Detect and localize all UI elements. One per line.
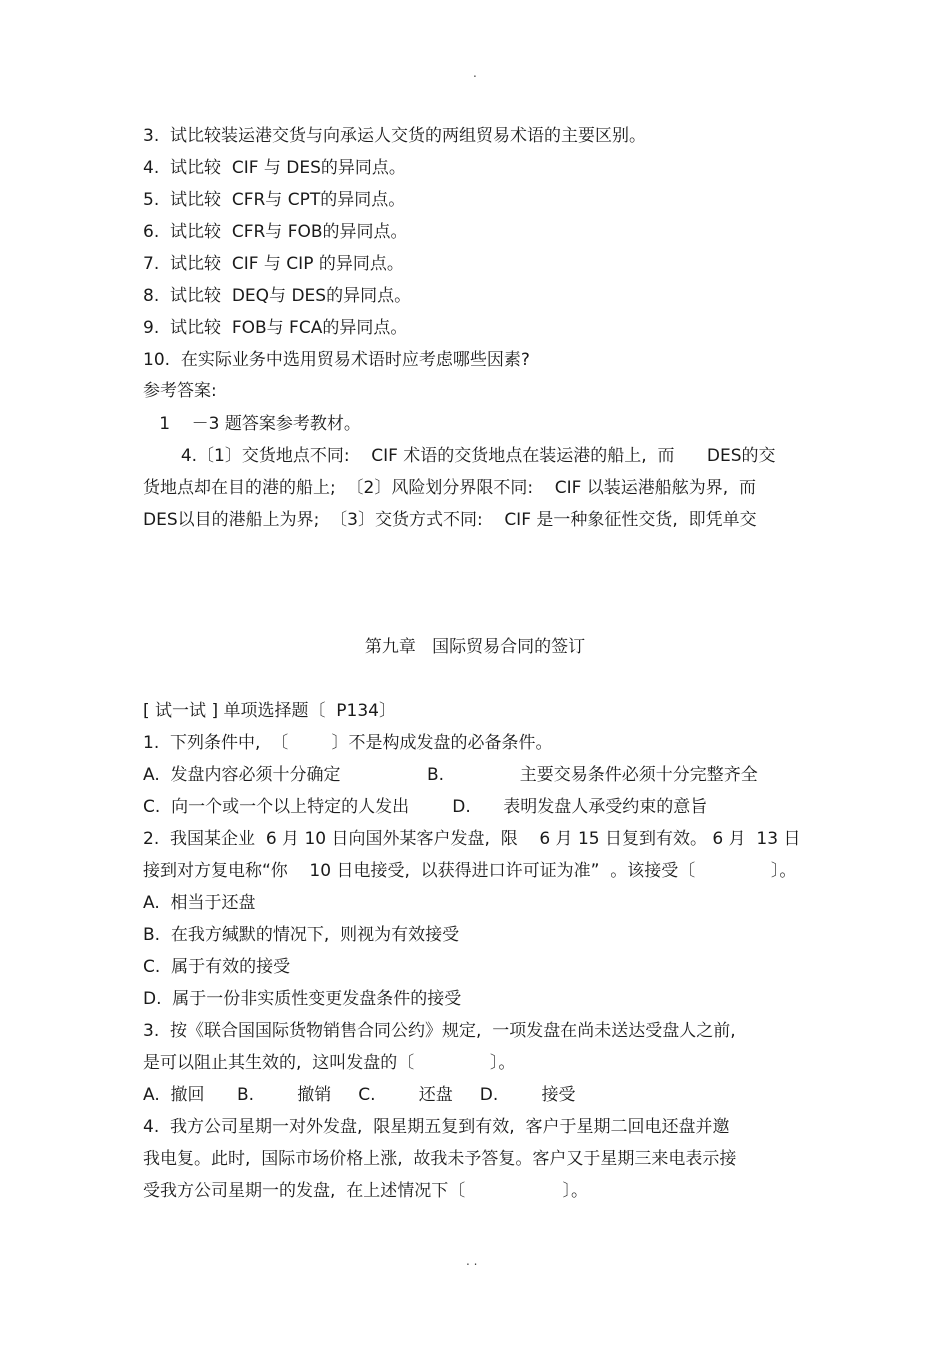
answer-line: 4.〔1〕交货地点不同: CIF 术语的交货地点在装运港的船上, 而 DES的交 (143, 446, 776, 466)
answer-line: 货地点却在目的港的船上; 〔2〕风险划分界限不同: CIF 以装运港船舷为界, 而 (143, 478, 756, 498)
exercise-line: C. 向一个或一个以上特定的人发出 D. 表明发盘人承受约束的意旨 (143, 797, 708, 817)
exercise-line: 我电复。此时, 国际市场价格上涨, 故我未予答复。客户又于星期三来电表示接 (143, 1149, 737, 1169)
question-9: 9. 试比较 FOB与 FCA的异同点。 (143, 318, 408, 338)
exercise-heading: [ 试一试 ] 单项选择题〔 P134〕 (143, 701, 396, 721)
question-6: 6. 试比较 CFR与 FOB的异同点。 (143, 222, 408, 242)
exercise-line: B. 在我方缄默的情况下, 则视为有效接受 (143, 925, 460, 945)
question-7: 7. 试比较 CIF 与 CIP 的异同点。 (143, 254, 404, 274)
question-5: 5. 试比较 CFR与 CPT的异同点。 (143, 190, 406, 210)
exercise-line: A. 撤回 B. 撤销 C. 还盘 D. 接受 (143, 1085, 576, 1105)
exercise-line: 接到对方复电称“你 10 日电接受, 以获得进口许可证为准ˮ 。该接受〔 〕。 (143, 861, 797, 881)
question-10: 10. 在实际业务中选用贸易术语时应考虑哪些因素? (143, 350, 530, 370)
exercise-line: C. 属于有效的接受 (143, 957, 291, 977)
question-4: 4. 试比较 CIF 与 DES的异同点。 (143, 158, 406, 178)
answer-line: DES以目的港船上为界; 〔3〕交货方式不同: CIF 是一种象征性交货, 即凭单交 (143, 510, 757, 530)
exercise-line: 4. 我方公司星期一对外发盘, 限星期五复到有效, 客户于星期二回电还盘并邀 (143, 1117, 730, 1137)
exercise-line: 2. 我国某企业 6 月 10 日向国外某客户发盘, 限 6 月 15 日复到有效。 6 月 13 日 (143, 829, 801, 849)
exercise-line: A. 发盘内容必须十分确定 B. 主要交易条件必须十分完整齐全 (143, 765, 758, 785)
exercise-line: 受我方公司星期一的发盘, 在上述情况下〔 〕。 (143, 1181, 588, 1201)
exercise-line: 是可以阻止其生效的, 这叫发盘的〔 〕。 (143, 1053, 516, 1073)
exercise-line: D. 属于一份非实质性变更发盘条件的接受 (143, 989, 462, 1009)
footer-mark: . . (466, 1254, 478, 1268)
exercise-line: A. 相当于还盘 (143, 893, 256, 913)
header-mark: . (473, 66, 477, 80)
chapter-title: 第九章 国际贸易合同的签订 (364, 637, 586, 657)
exercise-line: 1. 下列条件中, 〔 〕不是构成发盘的必备条件。 (143, 733, 553, 753)
question-3: 3. 试比较装运港交货与向承运人交货的两组贸易术语的主要区别。 (143, 126, 647, 146)
answers-heading: 参考答案: (143, 381, 217, 401)
answer-line: 1 －3 题答案参考教材。 (143, 414, 361, 434)
question-8: 8. 试比较 DEQ与 DES的异同点。 (143, 286, 412, 306)
exercise-line: 3. 按《联合国国际货物销售合同公约》规定, 一项发盘在尚未送达受盘人之前, (143, 1021, 736, 1041)
